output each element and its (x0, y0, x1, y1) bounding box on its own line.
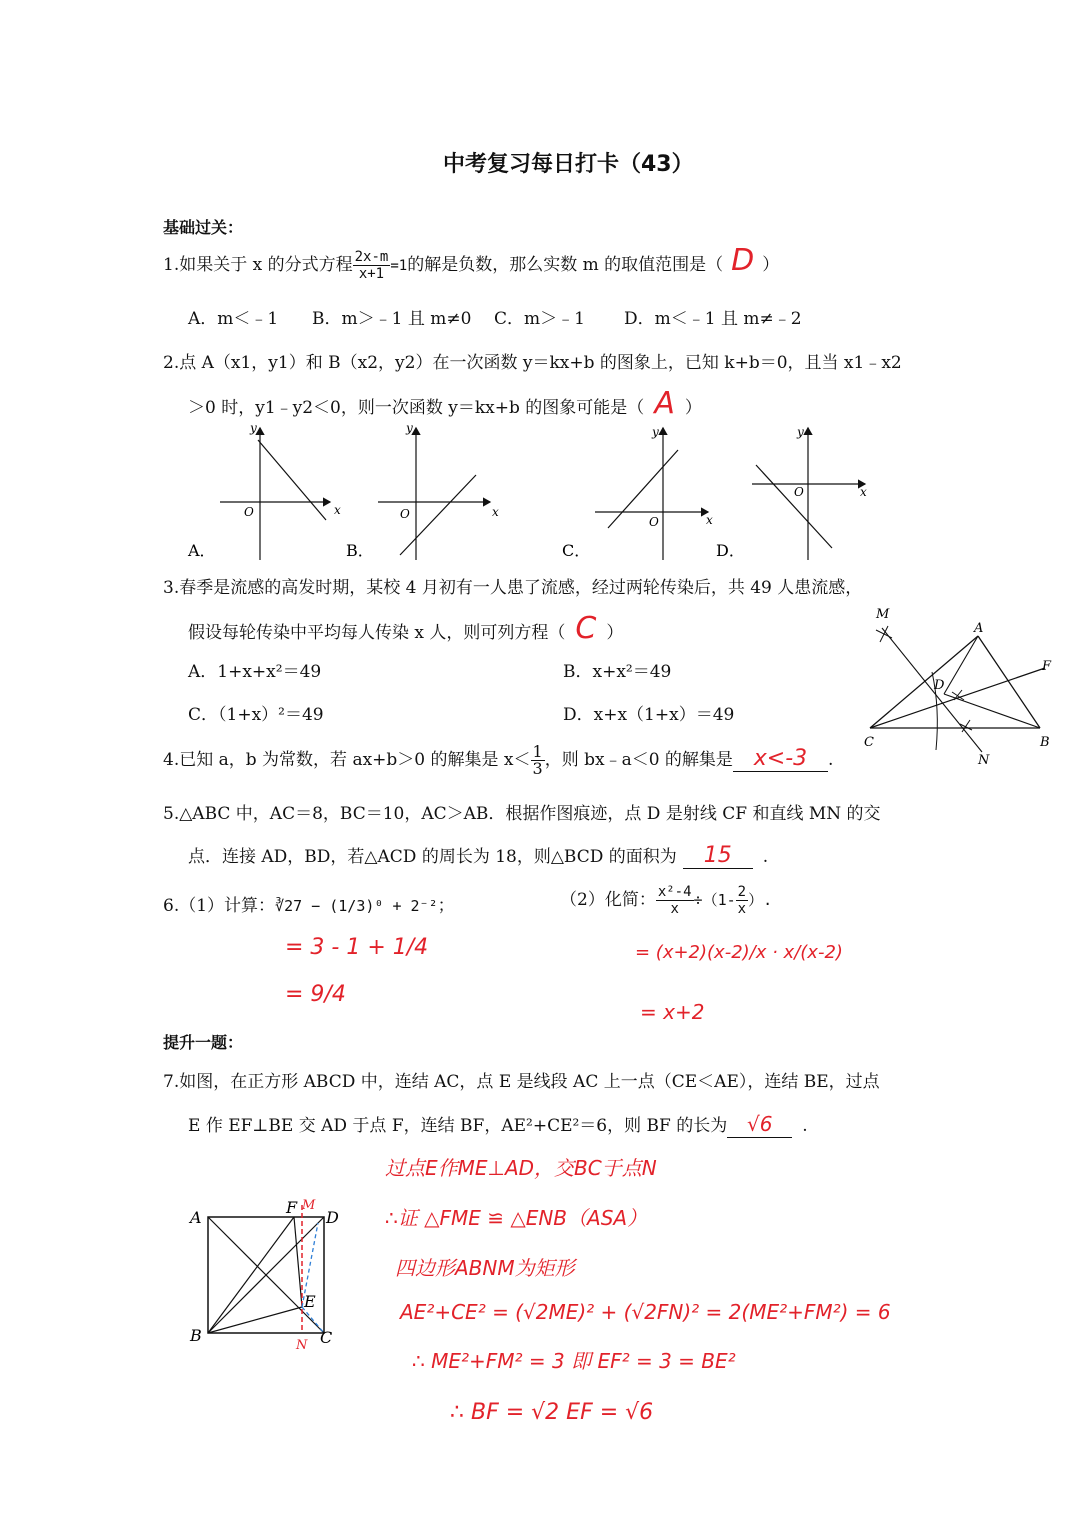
question-6-work-2-line-2: = x+2 (640, 1000, 705, 1024)
question-6-work-1-line-2: = 9/4 (285, 982, 346, 1007)
question-1-option-c: C．m＞﹣1 (494, 309, 585, 329)
q7-label-a: A (190, 1208, 202, 1227)
q7-label-n: N (296, 1338, 308, 1353)
section-heading-basic: 基础过关： (163, 218, 244, 237)
question-7-work-line-3: 四边形ABNM为矩形 (395, 1256, 575, 1280)
question-7-line-1: 7.如图，在正方形 ABCD 中，连结 AC，点 E 是线段 AC 上一点（CE＜AE），连结 BE，过点 (163, 1072, 880, 1092)
question-3-line-2: 假设每轮传染中平均每人传染 x 人，则可列方程（ C ） (188, 611, 624, 646)
question-5-line-2: 点．连接 AD，BD，若△ACD 的周长为 18，则△BCD 的面积为 15 . (188, 843, 769, 868)
graph-d (716, 425, 867, 560)
question-7-line-2: E 作 EF⊥BE 交 AD 于点 F，连结 BF，AE²+CE²＝6，则 BF 的长为 √6 . (188, 1112, 808, 1136)
question-3-option-d: D．x+x（1+x）＝49 (563, 705, 735, 725)
question-3-option-c: C．（1+x）²＝49 (188, 705, 324, 725)
question-5-answer: 15 (703, 843, 732, 868)
q5-label-f: F (1042, 659, 1052, 674)
question-1-close: ） (762, 255, 780, 275)
q5-label-a: A (974, 621, 984, 636)
q5-label-n: N (978, 753, 990, 768)
q7-label-c: C (320, 1328, 333, 1347)
q7-label-d: D (326, 1208, 339, 1227)
graph-b-label: B． (346, 541, 374, 560)
question-4-fraction: $\frac{1}{3}$ (532, 742, 543, 778)
graph-d-x-label: x (860, 485, 867, 499)
q5-label-m: M (876, 607, 890, 622)
graph-a-y-label: y (250, 421, 257, 435)
section-heading-advance: 提升一题： (163, 1033, 244, 1052)
question-1-answer: D (731, 243, 755, 278)
question-3-answer: C (575, 611, 597, 646)
question-1-fraction-rhs: =1 (390, 258, 408, 274)
question-1-suffix: 的解是负数，那么实数 m 的取值范围是（ (407, 255, 724, 275)
graph-d-origin: O (794, 485, 804, 499)
question-1-stem (163, 243, 780, 282)
graph-a-origin: O (244, 505, 254, 519)
graph-a-x-label: x (334, 503, 341, 517)
question-4-answer: x<-3 (753, 746, 808, 771)
question-7-work-line-6: ∴ BF = √2 EF = √6 (450, 1400, 654, 1425)
question-7-work-line-2: ∴证 △FME ≌ △ENB（ASA） (385, 1206, 648, 1230)
question-1-option-b: B．m＞﹣1 且 m≠0 (312, 309, 472, 329)
question-7-work-line-1: 过点E作ME⊥AD，交BC于点N (385, 1156, 657, 1180)
question-1-option-a: A．m＜﹣1 (188, 309, 279, 329)
question-7-answer: √6 (746, 1112, 773, 1136)
q7-label-e: E (304, 1292, 316, 1311)
question-7-figure (180, 1195, 350, 1355)
graph-b-origin: O (400, 507, 410, 521)
question-6-work-2-line-1: = (x+2)(x-2)/x · x/(x-2) (635, 942, 843, 963)
question-6-expression-1: ∛27 − (1/3)⁰ + 2⁻² (275, 897, 438, 915)
graph-c-x-label: x (706, 513, 713, 527)
graph-b (346, 421, 499, 560)
question-3-line-1: 3.春季是流感的高发时期，某校 4 月初有一人患了流感，经过两轮传染后，共 49 人患流感， (163, 578, 863, 598)
question-3-option-a: A．1+x+x²＝49 (188, 662, 322, 682)
question-7-work-line-5: ∴ ME²+FM² = 3 即 EF² = 3 = BE² (412, 1349, 736, 1373)
graph-c-origin: O (649, 515, 659, 529)
q5-label-c: C (864, 735, 874, 750)
question-4-stem: 4.已知 a，b 为常数，若 ax+b＞0 的解集是 x＜ $\frac{1}{3}$ ，则 bx﹣a＜0 的解集是 x<-3 . (163, 742, 834, 778)
question-1-option-d: D．m＜﹣1 且 m≠﹣2 (624, 309, 802, 329)
q7-label-m: M (302, 1198, 316, 1213)
question-1-fraction: $\frac{2x-m}{x+1}$ (354, 249, 389, 282)
graph-d-label: D． (716, 541, 745, 560)
q7-label-b: B (190, 1326, 202, 1345)
graph-b-y-label: y (406, 421, 413, 435)
question-5-line-1: 5.△ABC 中，AC＝8，BC＝10，AC＞AB．根据作图痕迹，点 D 是射线 CF 和直线 MN 的交 (163, 804, 881, 824)
graph-d-y-label: y (797, 425, 804, 439)
page-title: 中考复习每日打卡（43） (443, 152, 694, 177)
question-5-figure (860, 600, 1065, 770)
question-3-option-b: B．x+x²＝49 (563, 662, 672, 682)
q5-label-d: D (934, 678, 945, 693)
graph-c-y-label: y (652, 425, 659, 439)
question-6-part-2: （2）化简： $\frac{\text{x²-4}}{x}$ ÷（1- $\frac{2}{x}$ ）. (560, 884, 773, 917)
question-2-line-1: 2.点 A（x1，y1）和 B（x2，y2）在一次函数 y＝kx+b 的图象上，已知 k+b＝0，且当 x1﹣x2 (163, 353, 902, 373)
graph-b-x-label: x (492, 505, 499, 519)
graph-a (187, 421, 341, 560)
graph-c (562, 425, 713, 560)
graph-c-label: C． (562, 541, 591, 560)
question-6-work-1-line-1: = 3 - 1 + 1/4 (285, 935, 429, 960)
q7-label-f: F (286, 1198, 298, 1217)
question-2-answer: A (654, 386, 675, 421)
graph-a-label: A． (188, 541, 216, 560)
question-2-graphs (180, 420, 880, 565)
question-6-part-1: 6.（1）计算：∛27 − (1/3)⁰ + 2⁻²； (163, 896, 455, 916)
question-1-prefix: 1.如果关于 x 的分式方程 (163, 255, 353, 275)
question-7-work-line-4: AE²+CE² = (√2ME)² + (√2FN)² = 2(ME²+FM²) = 6 (400, 1300, 891, 1324)
q5-label-b: B (1040, 735, 1050, 750)
question-2-line-2: ＞0 时，y1﹣y2＜0，则一次函数 y＝kx+b 的图象可能是（ A ） (188, 386, 702, 421)
